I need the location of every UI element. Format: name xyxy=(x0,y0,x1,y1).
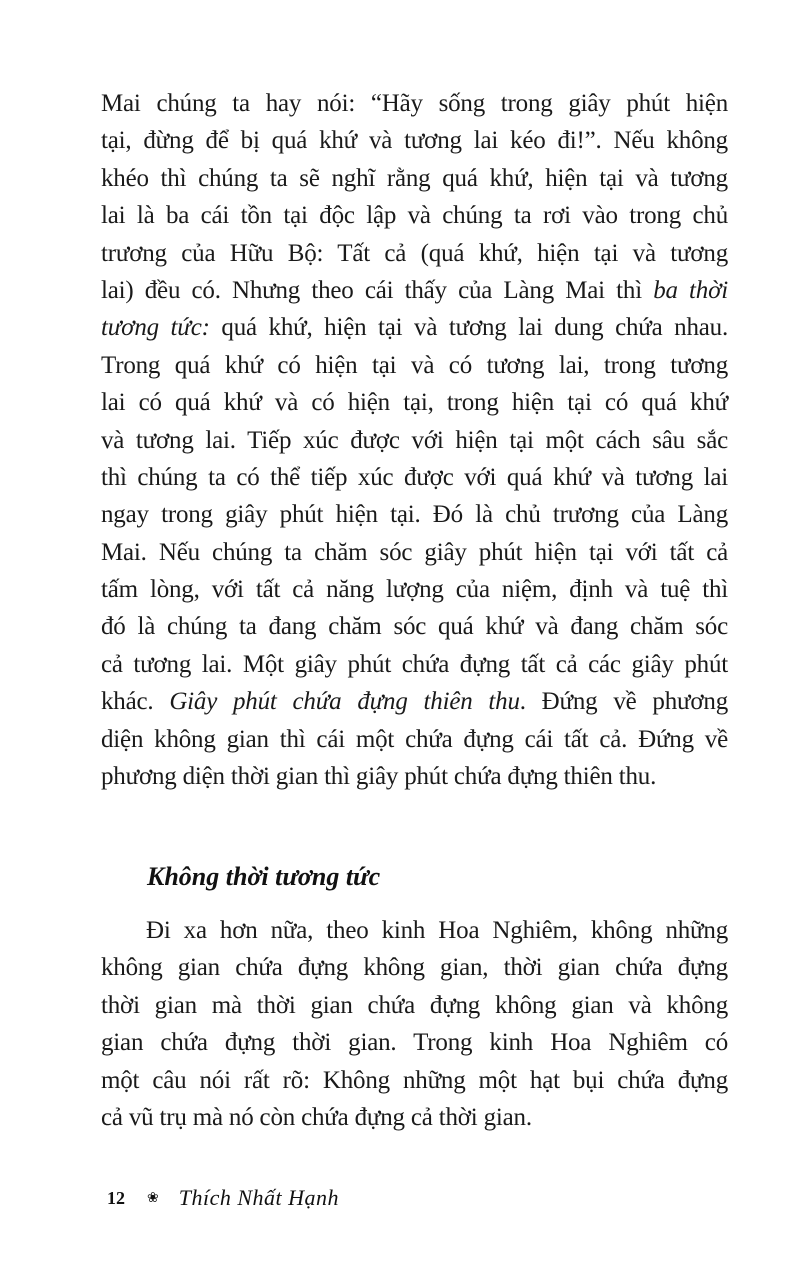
text-line: Mai chúng ta hay nói: “Hãy sống trong giây phút hiện xyxy=(101,90,728,117)
text-line: cả tương lai. Một giây phút chứa đựng tất cả các giây phút xyxy=(101,650,728,678)
text-line: lai có quá khứ và có hiện tại, trong hiện tại có quá khứ xyxy=(101,389,728,417)
page-number: 12 xyxy=(107,1187,125,1208)
text-line: đó là chúng ta đang chăm sóc quá khứ và đang chăm sóc xyxy=(101,613,728,641)
text-line: cả vũ trụ mà nó còn chứa đựng cả thời gian. xyxy=(101,1103,532,1131)
text-line: trương của Hữu Bộ: Tất cả (quá khứ, hiện tại và tương xyxy=(101,239,728,267)
text-line: Mai. Nếu chúng ta chăm sóc giây phút hiện tại với tất cả xyxy=(101,538,728,566)
italic-phrase: Giây phút chứa đựng thiên thu xyxy=(169,688,520,716)
text-line: tấm lòng, với tất cả năng lượng của niệm, định và tuệ thì xyxy=(101,576,728,604)
text-line: lai là ba cái tồn tại độc lập và chúng ta rơi vào trong chủ xyxy=(101,202,728,230)
flower-ornament-icon: ❀ xyxy=(147,1190,159,1206)
italic-term: tương tức: xyxy=(101,314,210,342)
paragraph-2 xyxy=(101,912,728,1136)
text-line: gian chứa đựng thời gian. Trong kinh Hoa Nghiêm có xyxy=(101,1029,728,1057)
section-heading: Không thời tương tức xyxy=(147,862,381,891)
paragraph-1 xyxy=(101,85,728,795)
page-footer xyxy=(107,1180,339,1216)
text-line: diện không gian thì cái một chứa đựng cái tất cả. Đứng về xyxy=(101,725,728,753)
text-line: khác. Giây phút chứa đựng thiên thu. Đứng về phương xyxy=(101,688,728,716)
text-line: phương diện thời gian thì giây phút chứa đựng thiên thu. xyxy=(101,763,657,791)
text-line: tại, đừng để bị quá khứ và tương lai kéo đi!”. Nếu không xyxy=(101,127,728,155)
text-line: thì chúng ta có thể tiếp xúc được với quá khứ và tương lai xyxy=(101,463,728,491)
text-line: và tương lai. Tiếp xúc được với hiện tại một cách sâu sắc xyxy=(101,426,728,454)
text-line: khéo thì chúng ta sẽ nghĩ rằng quá khứ, hiện tại và tương xyxy=(101,164,728,192)
text-line: Trong quá khứ có hiện tại và có tương lai, trong tương xyxy=(101,351,728,379)
italic-term: ba thời xyxy=(653,276,728,304)
text-line: không gian chứa đựng không gian, thời gian chứa đựng xyxy=(101,954,728,982)
text-line: một câu nói rất rõ: Không những một hạt bụi chứa đựng xyxy=(101,1066,728,1094)
text-line: tương tức: quá khứ, hiện tại và tương lai dung chứa nhau. xyxy=(101,314,728,342)
text-line: lai) đều có. Nhưng theo cái thấy của Làng Mai thì ba thời xyxy=(101,276,728,304)
author-signature: Thích Nhất Hạnh xyxy=(178,1185,340,1210)
text-line: thời gian mà thời gian chứa đựng không gian và không xyxy=(101,991,728,1019)
text-line: ngay trong giây phút hiện tại. Đó là chủ trương của Làng xyxy=(101,501,728,529)
text-line: Đi xa hơn nữa, theo kinh Hoa Nghiêm, không những xyxy=(146,917,728,944)
